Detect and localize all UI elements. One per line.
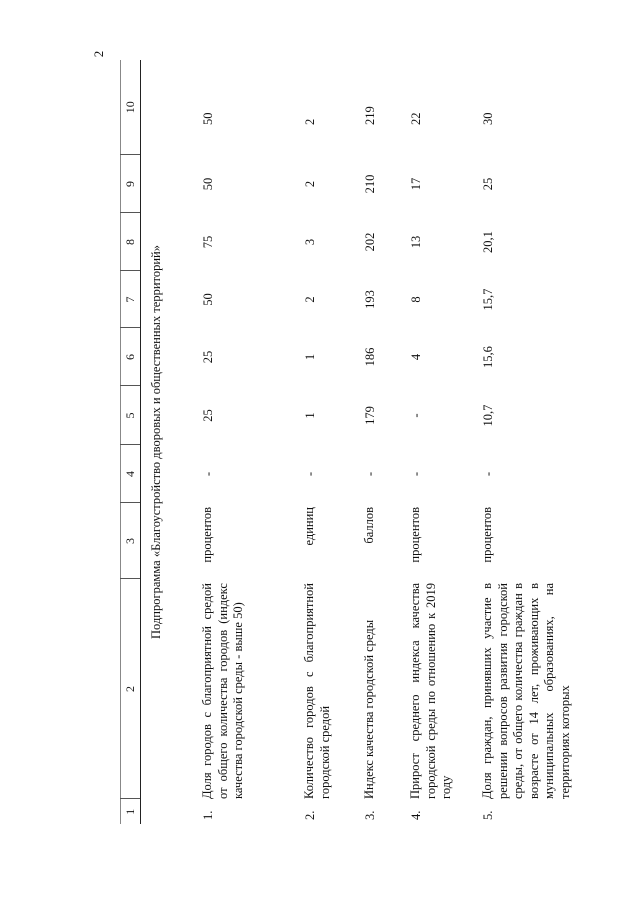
value-cell: 2 [303,180,317,188]
table-row [357,60,403,824]
header-row [121,60,141,824]
value-cell: 13 [409,235,423,249]
table-row [195,60,297,824]
indicators-table [120,60,599,824]
value-cell: 193 [363,290,377,309]
row-number: 1. [201,810,215,820]
header-cell-4: 4 [121,445,141,503]
value-cell: 179 [363,406,377,425]
value-cell: - [409,413,423,418]
value-cell: 1 [303,412,317,419]
row-number: 5. [481,810,495,820]
value-cell: 15,7 [481,288,495,311]
value-cell: 17 [409,177,423,191]
value-cell: 10,7 [481,404,495,427]
value-cell: 219 [363,106,377,125]
header-cell-2: 2 [121,579,141,799]
value-cell: - [409,471,423,477]
row-number: 3. [363,810,377,820]
value-cell: 210 [363,174,377,194]
unit-cell: баллов [362,507,376,544]
unit-cell: процентов [200,507,214,563]
value-cell: 2 [303,118,317,125]
value-cell: 50 [201,177,215,191]
value-cell: - [481,471,495,477]
row-number: 2. [303,810,317,820]
value-cell: - [303,471,317,477]
header-cell-3: 3 [121,503,141,579]
indicator-name: Доля граждан, принявших участие в решении вопросов развития городской среды, от общего количества граждан в возрасте от 14 лет, проживающих в муниципальных образованиях, на территориях которых [480,583,572,799]
indicator-name: Доля городов с благоприятной средой от общего количества городов (индекс качества городской среды - выше 50) [200,583,245,799]
header-cell-10: 10 [121,60,141,155]
table-row [297,60,357,824]
value-cell: 1 [303,353,317,361]
table-row [403,60,475,824]
value-cell: 2 [303,296,317,303]
value-cell: 15,6 [481,346,495,368]
header-cell-5: 5 [121,386,141,445]
section-title: Подпрограмма «Благоустройство дворовых и общественных территорий» [149,245,163,639]
value-cell: 75 [201,235,215,249]
section-row [141,60,196,824]
value-cell: 186 [363,347,377,367]
rotated-content [120,60,572,824]
header-cell-1: 1 [121,799,141,824]
header-cell-8: 8 [121,213,141,271]
unit-cell: процентов [480,507,494,563]
value-cell: 25 [201,350,215,364]
value-cell: 25 [201,409,215,422]
value-cell: 20,1 [481,231,495,253]
value-cell: 50 [201,293,215,306]
value-cell: 4 [409,353,423,361]
indicator-name: Количество городов с благоприятной городской средой [302,583,332,799]
indicator-name: Индекс качества городской среды [362,619,376,799]
header-cell-7: 7 [121,271,141,328]
indicator-name: Прирост среднего индекса качества городской среды по отношению к 2019 году [408,583,453,799]
value-cell: 22 [409,112,423,125]
value-cell: 8 [409,296,423,303]
table-row [475,60,599,824]
value-cell: - [201,471,215,477]
page-number: 2 [91,50,106,58]
value-cell: 202 [363,232,377,252]
header-cell-9: 9 [121,155,141,213]
value-cell: 50 [201,112,215,125]
value-cell: 25 [481,177,495,191]
value-cell: 30 [481,112,495,125]
row-number: 4. [409,810,423,820]
unit-cell: процентов [408,507,422,563]
value-cell: - [363,471,377,477]
value-cell: 3 [303,238,317,246]
unit-cell: единиц [302,507,316,546]
header-cell-6: 6 [121,328,141,386]
